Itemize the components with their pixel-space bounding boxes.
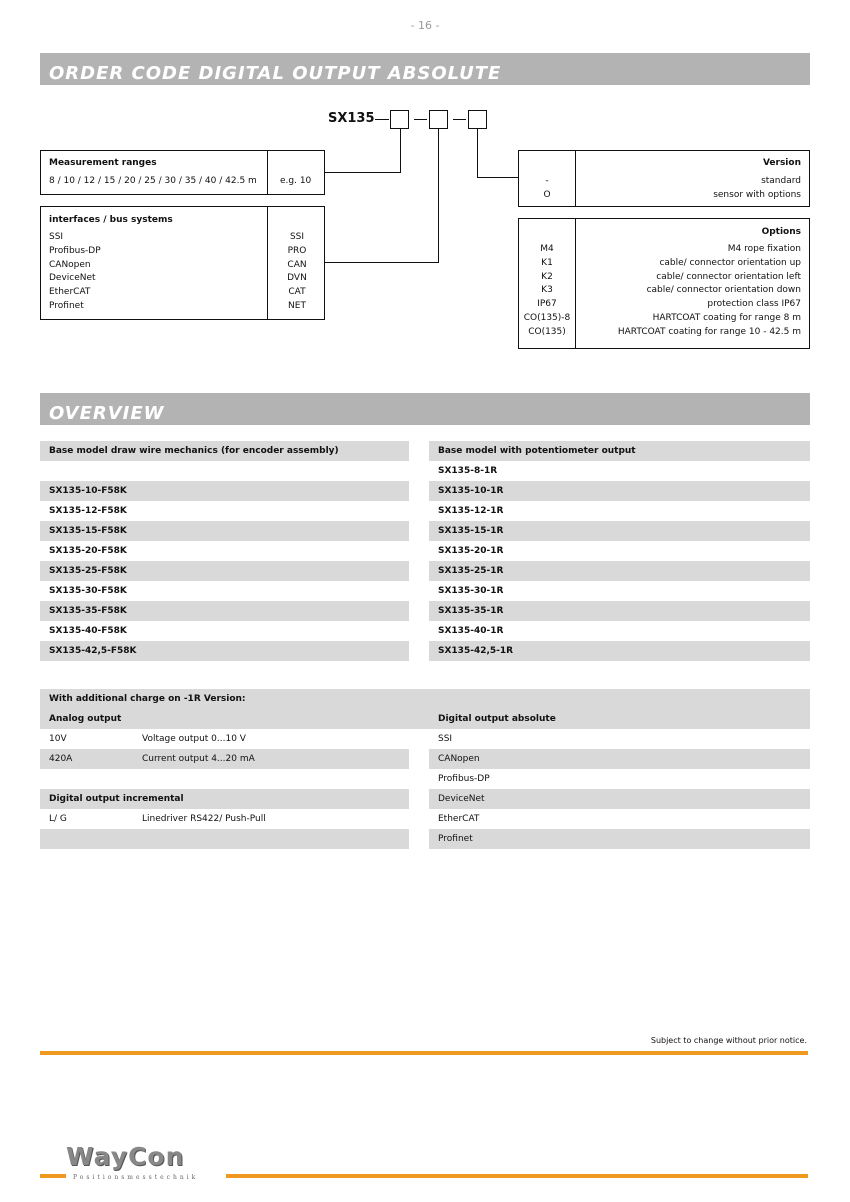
connector-line	[400, 129, 401, 172]
interface-code: SSI	[289, 232, 305, 242]
page-number: - 16 -	[410, 19, 440, 32]
option-code: CO(135)	[528, 326, 566, 337]
connector-line	[477, 177, 519, 178]
footer-rule-bottom-left	[40, 1174, 66, 1178]
digital-abs-row: SSI	[438, 734, 453, 744]
overview-right-row: SX135-12-1R	[438, 506, 504, 516]
overview-left-header: Base model draw wire mechanics (for encoder assembly)	[40, 441, 409, 461]
overview-left-row: SX135-30-F58K	[49, 586, 127, 596]
digital-inc-title: Digital output incremental	[40, 789, 409, 809]
section-title: OVERVIEW	[49, 403, 165, 424]
overview-right-row: SX135-15-1R	[429, 521, 810, 541]
option-code: K2	[541, 271, 553, 282]
digital-abs-title: Digital output absolute	[438, 714, 556, 724]
footer-rule-bottom-right	[226, 1174, 808, 1178]
option-desc: protection class IP67	[707, 299, 801, 310]
section-header-order-code	[40, 53, 810, 85]
overview-right-row: SX135-30-1R	[438, 586, 504, 596]
digital-inc-row	[40, 809, 409, 829]
order-code-prefix: SX135	[328, 111, 375, 126]
overview-right-row: SX135-42,5-1R	[429, 641, 810, 661]
section-title: ORDER CODE DIGITAL OUTPUT ABSOLUTE	[49, 63, 502, 84]
version-box	[518, 150, 810, 207]
footer-rule	[40, 1051, 808, 1055]
measurement-values: 8 / 10 / 12 / 15 / 20 / 25 / 30 / 35 / 40 / 42.5 m	[49, 176, 257, 186]
interface-name: EtherCAT	[49, 287, 91, 298]
code-dash	[414, 119, 427, 120]
measurement-example: e.g. 10	[280, 176, 312, 186]
interface-name: SSI	[49, 232, 64, 242]
analog-code: 10V	[49, 734, 67, 744]
connector-line	[324, 262, 439, 263]
interface-code: DVN	[287, 273, 307, 284]
interface-name: Profibus-DP	[49, 245, 101, 256]
code-dash	[375, 119, 389, 120]
additional-title: With additional charge on -1R Version:	[40, 689, 810, 709]
interface-code: PRO	[287, 245, 307, 256]
overview-right-header: Base model with potentiometer output	[429, 441, 810, 461]
interface-name: Profinet	[49, 300, 84, 311]
overview-left-row: SX135-20-F58K	[49, 546, 127, 556]
interfaces-names	[49, 231, 101, 314]
waycon-logo: WayCon	[66, 1142, 185, 1171]
overview-left-row: SX135-25-F58K	[40, 561, 409, 581]
digital-inc-code: L/ G	[49, 814, 67, 824]
overview-left-row: SX135-40-F58K	[49, 626, 127, 636]
digital-inc-desc: Linedriver RS422/ Push-Pull	[142, 814, 266, 824]
version-codes	[519, 175, 575, 203]
overview-left-row: SX135-12-F58K	[49, 506, 127, 516]
options-codes	[519, 243, 575, 340]
code-slot-version	[468, 110, 487, 129]
digital-abs-row: DeviceNet	[429, 789, 810, 809]
interface-name: CANopen	[49, 259, 91, 270]
section-header-overview	[40, 393, 810, 425]
options-title: Options	[761, 227, 801, 237]
interface-name: DeviceNet	[49, 273, 96, 284]
overview-right-row: SX135-8-1R	[438, 466, 498, 476]
measurement-ranges-box	[40, 150, 325, 195]
option-desc: cable/ connector orientation up	[659, 257, 801, 268]
overview-left-row: SX135-15-F58K	[40, 521, 409, 541]
connector-line	[477, 129, 478, 178]
option-desc: M4 rope fixation	[727, 244, 801, 254]
interfaces-box	[40, 206, 325, 320]
version-code: O	[543, 189, 551, 200]
connector-line	[438, 129, 439, 263]
overview-right-row: SX135-10-1R	[429, 481, 810, 501]
digital-abs-row: Profibus-DP	[438, 774, 490, 784]
option-code: IP67	[537, 299, 557, 310]
version-descs	[713, 175, 801, 203]
analog-output-header	[40, 709, 810, 729]
option-desc: HARTCOAT coating for range 8 m	[652, 312, 801, 323]
analog-desc: Current output 4...20 mA	[142, 754, 255, 764]
overview-right-row: SX135-40-1R	[438, 626, 504, 636]
options-descs	[618, 243, 801, 340]
code-dash	[453, 119, 466, 120]
option-desc: HARTCOAT coating for range 10 - 42.5 m	[617, 326, 801, 337]
digital-abs-row: EtherCAT	[438, 814, 480, 824]
code-slot-interface	[429, 110, 448, 129]
overview-right-row: SX135-25-1R	[429, 561, 810, 581]
overview-left-row: SX135-35-F58K	[40, 601, 409, 621]
interface-code: NET	[288, 300, 306, 311]
code-slot-range	[390, 110, 409, 129]
interfaces-codes	[268, 231, 326, 314]
option-code: CO(135)-8	[523, 312, 571, 323]
version-title: Version	[762, 158, 801, 168]
interface-code: CAN	[287, 259, 307, 270]
option-code: M4	[540, 244, 554, 254]
overview-left-row	[40, 461, 409, 481]
overview-right-row: SX135-20-1R	[438, 546, 504, 556]
option-desc: cable/ connector orientation down	[646, 285, 801, 296]
blank-row	[40, 829, 409, 849]
overview-left-row: SX135-42,5-F58K	[40, 641, 409, 661]
interfaces-title: interfaces / bus systems	[49, 215, 173, 225]
overview-right-row: SX135-35-1R	[429, 601, 810, 621]
analog-code: 420A	[49, 754, 73, 764]
option-code: K3	[541, 285, 553, 296]
options-box	[518, 218, 810, 349]
measurement-title: Measurement ranges	[49, 158, 157, 168]
analog-row	[40, 729, 409, 749]
digital-abs-row: CANopen	[429, 749, 810, 769]
option-code: K1	[541, 257, 553, 268]
overview-left-row: SX135-10-F58K	[40, 481, 409, 501]
footer-notice: Subject to change without prior notice.	[650, 1036, 807, 1045]
analog-output-title: Analog output	[49, 714, 122, 724]
version-desc: sensor with options	[713, 189, 801, 200]
interface-code: CAT	[288, 287, 306, 298]
waycon-logo-subtitle: Positionsmesstechnik	[73, 1174, 199, 1181]
analog-desc: Voltage output 0...10 V	[142, 734, 246, 744]
blank-row	[40, 769, 409, 789]
digital-abs-row: Profinet	[429, 829, 810, 849]
connector-line	[324, 172, 401, 173]
version-desc: standard	[761, 176, 801, 186]
option-desc: cable/ connector orientation left	[656, 271, 801, 282]
version-code: -	[545, 176, 549, 186]
analog-row	[40, 749, 409, 769]
